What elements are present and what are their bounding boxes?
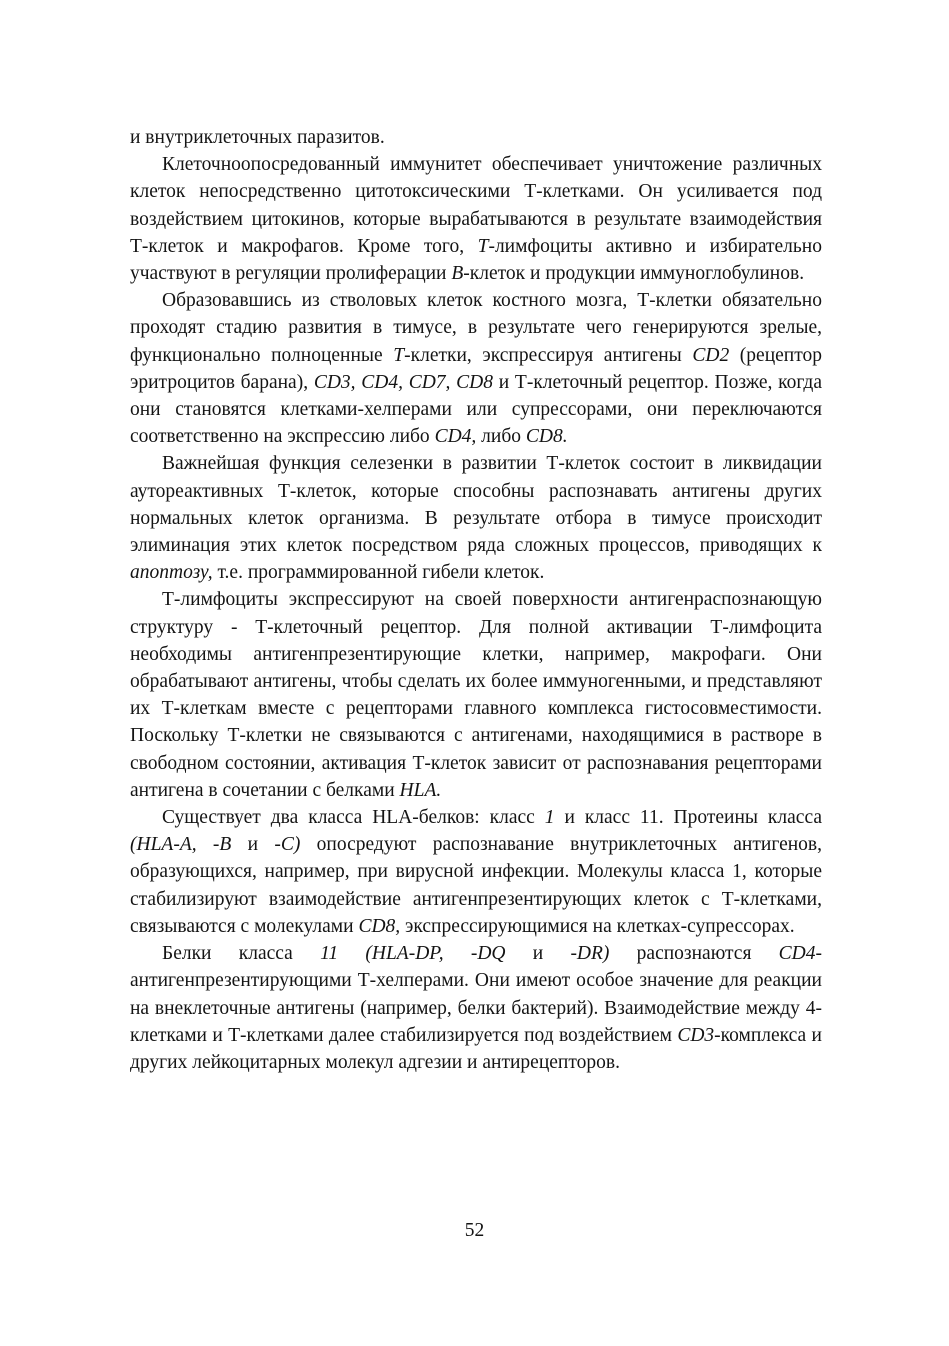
text-run: распознаются [609, 943, 779, 965]
paragraph-5 [130, 586, 822, 804]
text-run: и Т-клеточный рецептор. Позже, когда они становятся клетками-хелперами или супрессорами, они переключаются соответственно на экспрессию либо [130, 371, 823, 448]
paragraph-4 [130, 450, 822, 586]
text-run: либо [476, 426, 526, 448]
body-text [130, 124, 822, 1076]
text-run: Важнейшая функция селезенки в развитии Т-клеток состоит в ликвидации аутореактивных Т-клеток, которые способны распознавать антигены других нормальных клеток организма. В результате отбора в тимусе происходит элиминация этих клеток посредством ряда сложных процессов, приводящих к [130, 453, 822, 557]
text-run: Образовавшись из стволовых клеток костного мозга, Т-клетки обязательно проходят стадию развития в тимусе, в результате чего генерируются зрелые, функционально полноценные [130, 290, 822, 366]
text-run: экспрессирующимися на клетках-супрессорах. [400, 915, 795, 937]
paragraph-6 [130, 804, 822, 940]
text-run: и [505, 943, 571, 965]
italic-text-run: В [451, 263, 464, 285]
italic-text-run: -DR) [570, 943, 610, 965]
text-run: (рецептор эритроцитов барана), [130, 344, 822, 393]
text-run: Клеточноопосредованный иммунитет обеспечивает уничтожение различных клеток непосредственно цитотоксическими Т-клетками. Он усиливается под воздействием цитокинов, которые вырабатываются в результате взаимодействия Т-клеток и макрофагов. Кроме того, [130, 154, 822, 257]
page-number: 52 [464, 1220, 485, 1241]
text-run: т.е. программированной гибели клеток. [212, 562, 545, 584]
paragraph-7 [130, 940, 822, 1076]
paragraph-2 [130, 151, 822, 287]
text-run: -антигенпрезентирующими Т-хелперами. Они имеют особое значение для реакции на внеклеточные антигены (например, белки бактерий). Взаимодействие между 4-клетками и Т-клетками далее стабилизируется под воздействием [130, 943, 823, 1046]
text-run: Т-лимфоциты экспрессируют на своей поверхности антигенраспознающую структуру - Т-клеточный рецептор. Для полной активации Т-лимфоцита необходимы антигенпрезентирующие клетки, например, макрофаги. Они обрабатывают антигены, чтобы сделать их более иммуногенными, и представляют их Т-клеткам вместе с рецепторами главного комплекса гистосовместимости. Поскольку Т-клетки не связываются с антигенами, находящимися в растворе в свободном состоянии, активация Т-клеток зависит от распознавания рецепторами антигена в сочетании с белками [130, 589, 822, 801]
italic-text-run: HLA. [399, 779, 442, 801]
italic-text-run: (HLA-A, -B [130, 834, 232, 856]
text-run: опосредуют распознавание внутриклеточных антигенов, образующихся, например, при вирусной инфекции. Молекулы класса 1, которые стабилизируют взаимодействие антигенпрезентирующих клеток с Т-клетками, связываются с молекулами [130, 834, 822, 937]
text-run: лимфоциты активно и избирательно участвуют в регуляции пролиферации [130, 235, 822, 285]
text-run: Существует два класса HLA-белков: класс [162, 807, 545, 829]
italic-text-run: CD8, [358, 915, 401, 937]
text-run: -клетки, экспрессируя антигены [404, 344, 693, 366]
italic-text-run: CD3 [677, 1024, 715, 1046]
italic-text-run: CD8. [525, 426, 568, 448]
italic-text-run: CD4 [778, 943, 816, 965]
italic-text-run: CD2 [692, 344, 730, 366]
text-run: и [231, 834, 275, 856]
italic-text-run: 11 (HLA-DP, -DQ [320, 943, 506, 965]
text-run: -комплекса и других лейкоцитарных молекул адгезии и антирецепторов. [130, 1024, 822, 1073]
paragraph-3 [130, 287, 822, 450]
paragraph-1 [130, 124, 822, 151]
italic-text-run: апоптозу, [130, 562, 213, 584]
text-run: и внутриклеточных паразитов. [130, 127, 385, 148]
italic-text-run: CD4, [434, 426, 477, 448]
italic-text-run: Т- [477, 235, 495, 257]
italic-text-run: CD3, CD4, CD7, CD8 [313, 371, 494, 393]
italic-text-run: -C) [274, 834, 301, 856]
text-run: -клеток и продукции иммуноглобулинов. [463, 263, 805, 285]
italic-text-run: 1 [544, 807, 555, 829]
text-run: Белки класса [162, 943, 321, 965]
text-run: и класс 11. Протеины класса [554, 807, 822, 829]
italic-text-run: Т [393, 344, 405, 366]
